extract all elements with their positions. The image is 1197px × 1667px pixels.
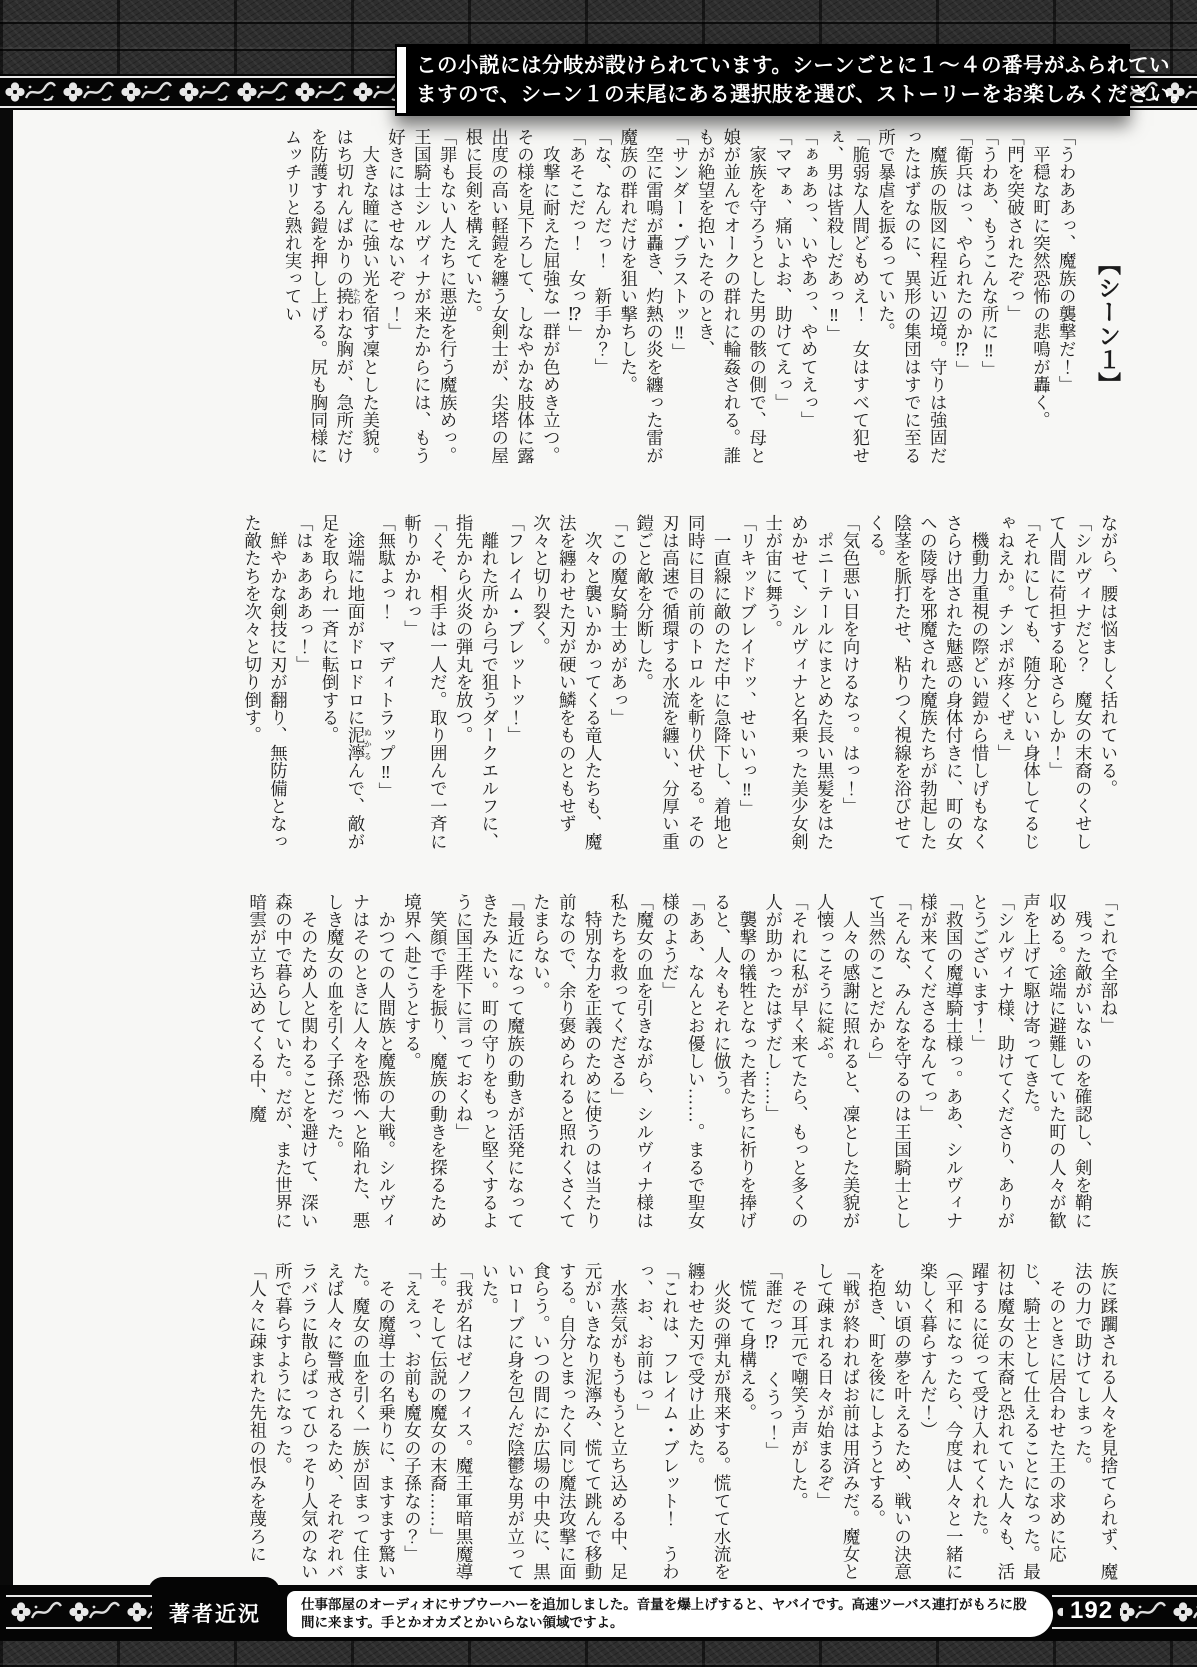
page-number: 192 xyxy=(1063,1597,1120,1625)
novel-band-1 xyxy=(278,128,1120,480)
novel-paragraph: 慌てて身構える。 xyxy=(736,1262,757,1422)
novel-paragraph: かつての人間族と魔族の大戦。シルヴィナはそのときに人々を恐怖へと陥れた、悪しき魔女の血を引く子孫だった。 xyxy=(324,893,396,1230)
author-status-label: 著者近況 xyxy=(169,1603,261,1626)
novel-paragraph: 族に蹂躙される人々を見捨てられず、魔法の力で助けてしまった。 xyxy=(1072,1262,1118,1581)
novel-paragraph: 「うわああっ、魔族の襲撃だ！」 xyxy=(1056,128,1077,394)
novel-paragraph: 「魔女の血を引きながら、シルヴィナ様は私たちを救ってくださる」 xyxy=(607,893,654,1230)
novel-paragraph: 「な、なんだっ！ 新手か？」 xyxy=(591,128,612,376)
branching-notice-text xyxy=(408,51,1197,109)
novel-paragraph: 「ぁぁあっ、いやあっ、やめてえっ」 xyxy=(798,128,819,429)
novel-paragraph: そのため人と関わることを避けて、深い森の中で暮らしていた。だが、また世界に暗雲が立ち込めてくる中、魔 xyxy=(246,893,319,1230)
novel-paragraph: 「脆弱な人間どもめえ！ 女はすべて犯せぇ、男は皆殺しだあっ‼」 xyxy=(824,128,870,465)
author-status-text: 仕事部屋のオーディオにサブウーハーを追加しました。音量を爆上げすると、ヤバイです。高速ツーバス連打がもろに股間に来ます。手とかオカズとかいらない領域ですよ。 xyxy=(301,1597,1027,1630)
novel-paragraph: 笑顔で手を振り、魔族の動きを探るため境界へ赴こうとする。 xyxy=(401,893,448,1230)
novel-paragraph: 人々の感謝に照れると、凜とした美貌が人懐っこそうに綻ぶ。 xyxy=(814,893,861,1230)
novel-paragraph: その魔導士の名乗りに、ますます驚いた。魔女の血を引く一族が固まって住まえば人々に警戒されるため、それぞれバラバラに散らばってひっそり人気のない所で暮らすようになった。 xyxy=(272,1262,396,1581)
brick-texture-bottom xyxy=(0,1641,1197,1667)
novel-paragraph: 「これで全部ね」 xyxy=(1098,893,1118,1035)
novel-paragraph: 「無駄よっ！ マディトラップ‼」 xyxy=(375,514,396,800)
novel-paragraph: 残った敵がいないのを確認し、剣を鞘に収める。途端に避難していた町の人々が歓声を上げて駆け寄ってきた。 xyxy=(1020,893,1093,1230)
novel-paragraph: 「くそ、相手は一人だ。取り囲んで一斉に斬りかかれっ」 xyxy=(401,514,448,851)
novel-paragraph: 「それにしても、随分といい身体してるじゃねえか。チンポが疼くぜぇ」 xyxy=(994,514,1041,851)
novel-paragraph: 「門を突破されたぞっ」 xyxy=(1004,128,1025,323)
notice-line-2: ますので、シーン１の末尾にある選択肢を選び、ストーリーをお楽しみください。 xyxy=(416,83,1192,106)
novel-paragraph: （平和になったら、今度は人々と一緒に楽しく暮らすんだ！） xyxy=(917,1262,964,1581)
novel-paragraph: 「シルヴィナ様、助けてくださり、ありがとうございます！」 xyxy=(969,893,1015,1230)
novel-paragraph: 「衛兵はっ、やられたのか⁉」 xyxy=(953,128,974,379)
floral-border-bottom-left xyxy=(6,1592,152,1632)
novel-paragraph: 幼い頃の夢を叶えるため、戦いの決意を抱き、町を後にしようとする。 xyxy=(865,1262,912,1581)
novel-paragraph: 平穏な町に突然恐怖の悲鳴が轟く。 xyxy=(1030,128,1051,429)
novel-paragraph: 「誰だっ⁉ くうっ！」 xyxy=(762,1262,783,1460)
novel-band-2 xyxy=(238,514,1120,864)
novel-paragraph: ポニーテールにまとめた長い黒髪をはためかせて、シルヴィナと名乗った美少女剣士が宙に舞う。 xyxy=(762,514,835,851)
novel-paragraph: 空に雷鳴が轟き、灼熱の炎を纏った雷が魔族の群れだけを狙い撃ちした。 xyxy=(617,128,664,465)
novel-paragraph: 「人々に疎まれた先祖の恨みを蔑ろに xyxy=(246,1262,267,1563)
novel-paragraph: 途端に地面がドロドロに泥濘ぬかるんで、敵が足を取られ一斉に転倒する。 xyxy=(319,514,373,851)
novel-paragraph: 「ママぁ、痛いよお、助けてえっ」 xyxy=(772,128,793,412)
novel-band-3 xyxy=(243,893,1120,1245)
novel-paragraph: 機動力重視の際どい鎧から惜しげもなくさらけ出された魅惑の身体付きに、町の女への陵辱を邪魔された魔族たちが勃起した陰茎を脈打たせ、粘りつく視線を浴びせてくる。 xyxy=(865,514,990,851)
novel-paragraph: 「シルヴィナだと？ 魔女の末裔のくせして人間に荷担する恥さらしか！」 xyxy=(1046,514,1093,851)
novel-paragraph: 水蒸気がもうもうと立ち込める中、足元がいきなり泥濘み、慌てて跳んで移動する。自分とまったく同じ魔法攻撃に面食らう。いつの間にか広場の中央に、黒いローブに身を包んだ陰鬱な男が立っていた。 xyxy=(478,1262,628,1581)
novel-paragraph: 「リキッドブレイドッ、せいいっ‼」 xyxy=(736,514,757,818)
novel-paragraph: 「はぁあああっ！」 xyxy=(293,514,314,674)
novel-paragraph: ながら、腰は悩ましく括れている。 xyxy=(1098,514,1118,798)
novel-band-4 xyxy=(243,1262,1120,1582)
novel-paragraph: 「そんな、みんなを守るのは王国騎士として当然のことだから」 xyxy=(865,893,912,1230)
novel-paragraph: 魔族の版図に程近い辺境。守りは強固だったはずなのに、異形の集団はすでに至る所で暴虐を振るっていた。 xyxy=(875,128,948,465)
novel-paragraph: 「フレイム・ブレットッ！」 xyxy=(504,514,525,745)
novel-paragraph: 「戦が終わればお前は用済みだ。魔女として疎まれる日々が始まるぞ」 xyxy=(814,1262,861,1581)
novel-paragraph: 「ああ、なんとお優しい……。まるで聖女様のようだ」 xyxy=(659,893,706,1230)
notice-line-1: この小説には分岐が設けられています。シーンごとに１～４の番号がふられてい xyxy=(416,54,1170,77)
novel-paragraph: 「最近になって魔族の動きが活発になってきたみたい。町の守りをもっと堅くするように国王陛下に言っておくね」 xyxy=(453,893,525,1230)
novel-paragraph: 「あそこだっ！ 女っ⁉」 xyxy=(566,128,587,343)
novel-paragraph: 「気色悪い目を向けるなっ。はっ！」 xyxy=(840,514,861,815)
novel-paragraph: 「我が名はゼノフィス。魔王軍暗黒魔導士。そして伝説の魔女の末裔……」 xyxy=(427,1262,474,1581)
novel-paragraph: 鮮やかな剣技に刃が翻り、無防備となった敵たちを次々と切り倒す。 xyxy=(241,514,288,851)
novel-paragraph: その耳元で嘲笑う声がした。 xyxy=(788,1262,809,1510)
novel-paragraph: そのときに居合わせた王の求めに応じ、騎士として仕えることになった。最初は魔女の末裔と恐れていた人々も、活躍するに従って受け入れてくれた。 xyxy=(969,1262,1067,1581)
novel-paragraph: 「うわあ、もうこんな所に‼」 xyxy=(978,128,999,379)
novel-paragraph: 「サンダー・ブラストッ‼」 xyxy=(669,128,690,361)
branching-notice-box xyxy=(395,44,1192,116)
novel-paragraph: 「これは、フレイム・ブレット！ うわっ、お、お前はっ」 xyxy=(633,1262,680,1581)
novel-paragraph: 次々と襲いかかってくる竜人たちも、魔法を纏わせた刃が硬い鱗をものともせず次々と切り裂く。 xyxy=(530,514,603,851)
novel-paragraph: 離れた所から弓で狙うダークエルフに、指先から火炎の弾丸を放つ。 xyxy=(453,514,499,851)
novel-paragraph: 特別な力を正義のために使うのは当たり前なので、余り褒められると照れくさくてたまらない。 xyxy=(530,893,603,1230)
novel-paragraph: 「罪もない人たちに悪逆を行う魔族めっ。王国騎士シルヴィナが来たからには、もう好きにはさせないぞっ！」 xyxy=(385,128,458,465)
novel-paragraph: 家族を守ろうとした男の骸の側で、母と娘が並んでオークの群れに輪姦される。誰もが絶望を抱いたそのとき、 xyxy=(695,128,767,465)
novel-paragraph: 攻撃に耐えた屈強な一群が色めき立つ。その様を見下ろして、しなやかな肢体に露出度の高い軽鎧を纏う女剣士が、尖塔の屋根に長剣を構えていた。 xyxy=(462,128,561,465)
novel-paragraph: 「救国の魔導騎士様っ。ああ、シルヴィナ様が来てくださるなんてっ」 xyxy=(917,893,964,1230)
left-edge-bar xyxy=(0,110,13,1641)
author-status-text-box xyxy=(287,1591,1053,1637)
novel-paragraph: 「ええっ、お前も魔女の子孫なの？」 xyxy=(401,1262,422,1563)
novel-paragraph: 火炎の弾丸が飛来する。慌てて水流を纏わせた刃で受け止めた。 xyxy=(685,1262,732,1581)
novel-paragraph: 一直線に敵のただ中に急降下し、着地と同時に目の前のトロルを斬り伏せる。その刃は高速で循環する水流を纏い、分厚い重鎧ごと敵を分断した。 xyxy=(633,514,732,851)
open-bracket-ornament xyxy=(397,47,406,113)
novel-paragraph: 襲撃の犠牲となった者たちに祈りを捧げると、人々もそれに倣う。 xyxy=(711,893,757,1230)
scene-header: 【シーン１】 xyxy=(1095,252,1120,396)
novel-paragraph: 「それに私が早く来てたら、もっと多くの人が助かったはずだし……」 xyxy=(762,893,809,1230)
novel-paragraph: 大きな瞳に強い光を宿す凜とした美貌。はち切れんばかりの撓たわわな胸が、急所だけを防護する鎧を押し上げる。尻も胸同様にムッチリと熟れ実ってい xyxy=(282,128,380,465)
novel-paragraph: 「この魔女騎士めがあっ」 xyxy=(607,514,628,727)
